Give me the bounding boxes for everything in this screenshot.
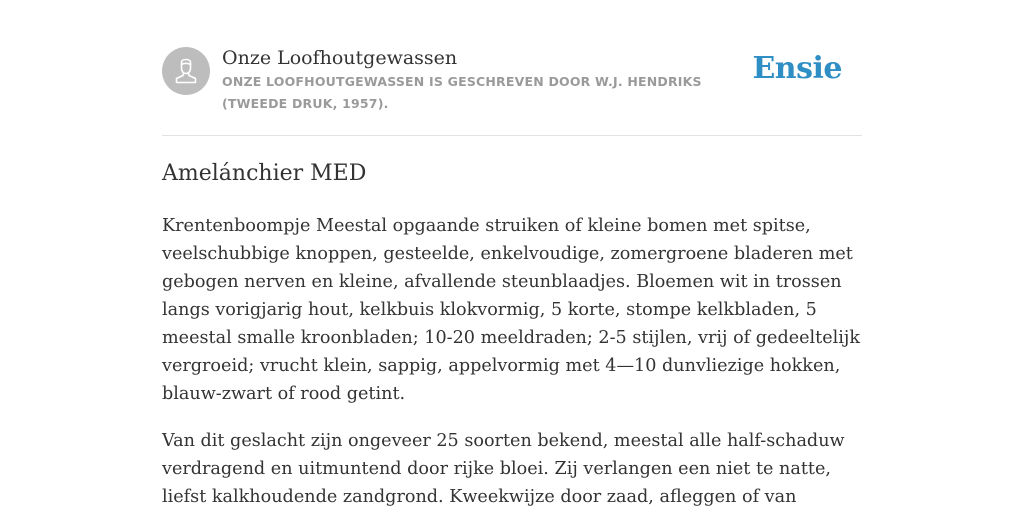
- content-container: [162, 0, 862, 507]
- entry-paragraph: Van dit geslacht zijn ongeveer 25 soorten bekend, meestal alle half-schaduw verdragend en uitmuntend door rijke bloei. Zij verlangen een niet te natte, liefst kalkhoudende zandgrond. Kweekwijze door zaad, afleggen of van: [162, 431, 845, 507]
- entry-paragraph: Krentenboompje Meestal opgaande struiken of kleine bomen met spitse, veelschubbige knoppen, gesteelde, enkelvoudige, zomergroene bladeren met gebogen nerven en kleine, afvallende steunblaadjes. Bloemen wit in trossen langs vorigjarig hout, kelkbuis klokvormig, 5 korte, stompe kelkbladen, 5 meestal smalle kroonbladen; 10-20 meeldraden; 2-5 stijlen, vrij of gedeeltelijk vergroeid; vrucht klein, sappig, appelvormig met 4—10 dunvliezige hokken, blauw-zwart of rood getint.: [162, 216, 861, 404]
- ensie-logo[interactable]: Ensie: [752, 51, 842, 86]
- book-title[interactable]: Onze Loofhoutgewassen: [222, 47, 458, 69]
- entry-title: Amelánchier MED: [162, 161, 367, 186]
- user-icon: [162, 47, 210, 95]
- entry-body: [162, 212, 867, 512]
- book-header: [162, 0, 862, 136]
- book-subtitle: ONZE LOOFHOUTGEWASSEN IS GESCHREVEN DOOR W.J. HENDRIKS (TWEEDE DRUK, 1957).: [222, 74, 702, 111]
- avatar[interactable]: [162, 47, 210, 95]
